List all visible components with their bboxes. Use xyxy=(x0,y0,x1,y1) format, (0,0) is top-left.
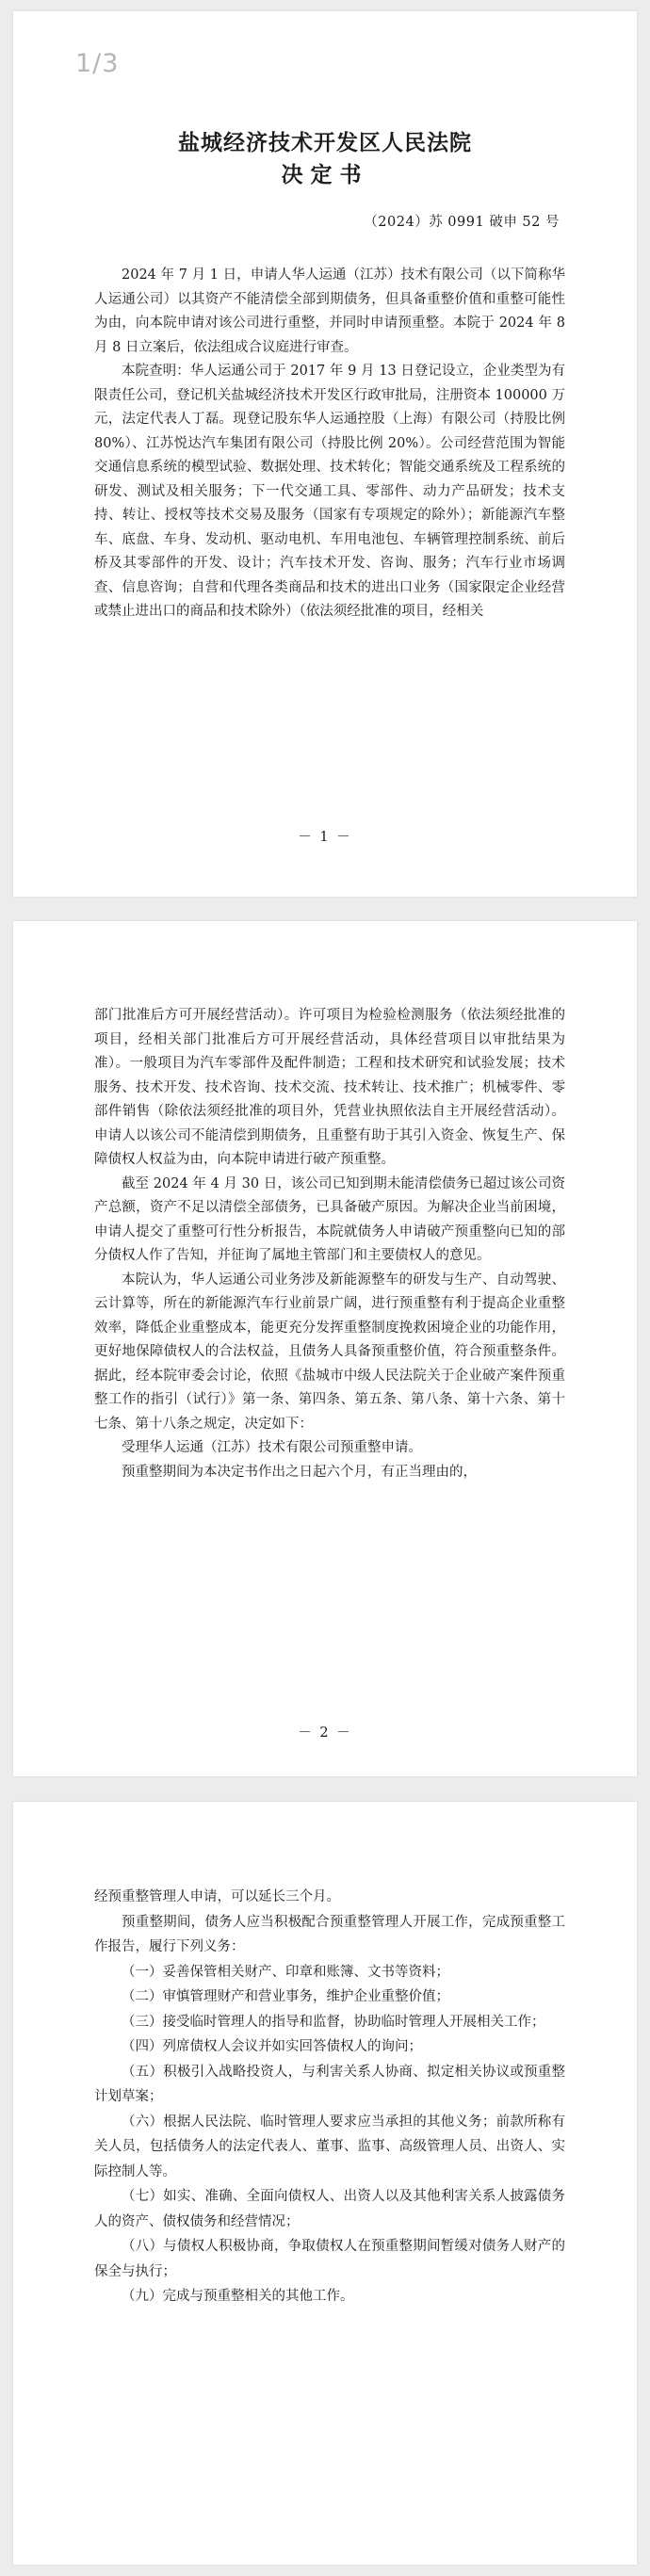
paragraph: 预重整期间，债务人应当积极配合预重整管理人开展工作，完成预重整工作报告，履行下列义务： xyxy=(94,1914,565,1954)
document-page-3 xyxy=(13,1802,637,2565)
list-item: （一）妥善保管相关财产、印章和账簿、文书等资料； xyxy=(122,1964,449,1980)
paragraph-continued: 部门批准后方可开展经营活动）。许可项目为检验检测服务（依法须经批准的项目，经相关部门批准后方可开展经营活动，具体经营项目以审批结果为准）。一般项目为汽车零部件及配件制造；工程和技术研究和试验发展；技术服务、技术开发、技术咨询、技术交流、技术转让、技术推广；机械零件、零部件销售（除依法须经批准的项目外，凭营业执照依法自主开展经营活动）。申请人以该公司不能清偿到期债务，且重整有助于其引入资金、恢复生产、保障债权人权益为由，向本院申请进行破产预重整。 xyxy=(94,1008,565,1167)
list-item: （二）审慎管理财产和营业事务，维护企业重整价值； xyxy=(122,1989,449,2004)
document-page-1 xyxy=(13,11,637,897)
page-number: － 1 － xyxy=(298,830,352,845)
list-item: （四）列席债权人会议并如实回答债权人的询问； xyxy=(122,2039,422,2054)
list-item: （八）与债权人积极协商，争取债权人在预重整期间暂缓对债务人财产的保全与执行； xyxy=(94,2239,565,2279)
paragraph: 受理华人运通（江苏）技术有限公司预重整申请。 xyxy=(122,1440,422,1455)
page-number: － 2 － xyxy=(298,1725,352,1741)
case-number: （2024）苏 0991 破申 52 号 xyxy=(364,215,560,230)
paragraph-continued: 经预重整管理人申请，可以延长三个月。 xyxy=(94,1889,340,1904)
paragraph: 预重整期间为本决定书作出之日起六个月，有正当理由的， xyxy=(122,1464,477,1480)
list-item: （三）接受临时管理人的指导和监督，协助临时管理人开展相关工作； xyxy=(122,2014,545,2030)
page-1-body xyxy=(94,264,565,624)
court-title: 盐城经济技术开发区人民法院 xyxy=(178,131,472,155)
page-counter: 1/3 xyxy=(75,49,120,78)
list-item: （六）根据人民法院、临时管理人要求应当承担的其他义务；前款所称有关人员，包括债务人的法定代表人、董事、监事、高级管理人员、出资人、实际控制人等。 xyxy=(94,2114,565,2179)
document-page-2 xyxy=(13,921,637,1776)
paragraph: 本院认为，华人运通公司业务涉及新能源整车的研发与生产、自动驾驶、云计算等，所在的新能源汽车行业前景广阔，进行预重整有利于提高企业重整效率，降低企业重整成本，能更充分发挥重整制度挽救困境企业的功能作用，更好地保障债权人的合法权益，且债务人具备预重整价值，符合预重整条件。据此，经本院审委会讨论，依照《盐城市中级人民法院关于企业破产案件预重整工作的指引（试行）》第一条、第四条、第五条、第八条、第十六条、第十七条、第十八条之规定，决定如下： xyxy=(94,1272,565,1432)
paragraph: 本院查明：华人运通公司于 2017 年 9 月 13 日登记设立，企业类型为有限责任公司，登记机关盐城经济技术开发区行政审批局，注册资本 100000 万元，法定代表人丁磊。现登记股东华人运通控股（上海）有限公司（持股比例 80%）、江苏悦达汽车集团有限公司（持股比例 20%）。公司经营范围为智能交通信息系统的模型试验、数据处理、技术转化；智能交通系统及工程系统的研发、测试及相关服务；下一代交通工具、零部件、动力产品研发；技术支持、转让、授权等技术交易及服务（国家有专项规定的除外）；新能源汽车整车、底盘、车身、发动机、驱动电机、车用电池包、车辆管理控制系统、前后桥及其零部件的开发、设计；汽车技术开发、咨询、服务；汽车行业市场调查、信息咨询；自营和代理各类商品和技术的进出口业务（国家限定企业经营或禁止进出口的商品和技术除外）（依法须经批准的项目，经相关 xyxy=(94,364,565,619)
list-item: （九）完成与预重整相关的其他工作。 xyxy=(122,2289,354,2304)
list-item: （五）积极引入战略投资人，与利害关系人协商、拟定相关协议或预重整计划草案； xyxy=(94,2064,565,2104)
paragraph: 2024 年 7 月 1 日，申请人华人运通（江苏）技术有限公司（以下简称华人运通公司）以其资产不能清偿全部到期债务，但具备重整价值和重整可能性为由，向本院申请对该公司进行重整，并同时申请预重整。本院于 2024 年 8 月 8 日立案后，依法组成合议庭进行审查。 xyxy=(94,267,565,355)
list-item: （七）如实、准确、全面向债权人、出资人以及其他利害关系人披露债务人的资产、债权债务和经营情况； xyxy=(94,2189,565,2229)
page-3-body xyxy=(94,1885,565,2309)
page-2-body xyxy=(94,1004,565,1484)
paragraph: 截至 2024 年 4 月 30 日，该公司已知到期未能清偿债务已超过该公司资产总额，资产不足以清偿全部债务，已具备破产原因。为解决企业当前困境，申请人提交了重整可行性分析报告，本院就债务人申请破产预重整向已知的部分债权人作了告知，并征询了属地主管部门和主要债权人的意见。 xyxy=(94,1175,565,1263)
document-title: 决定书 xyxy=(281,163,369,187)
